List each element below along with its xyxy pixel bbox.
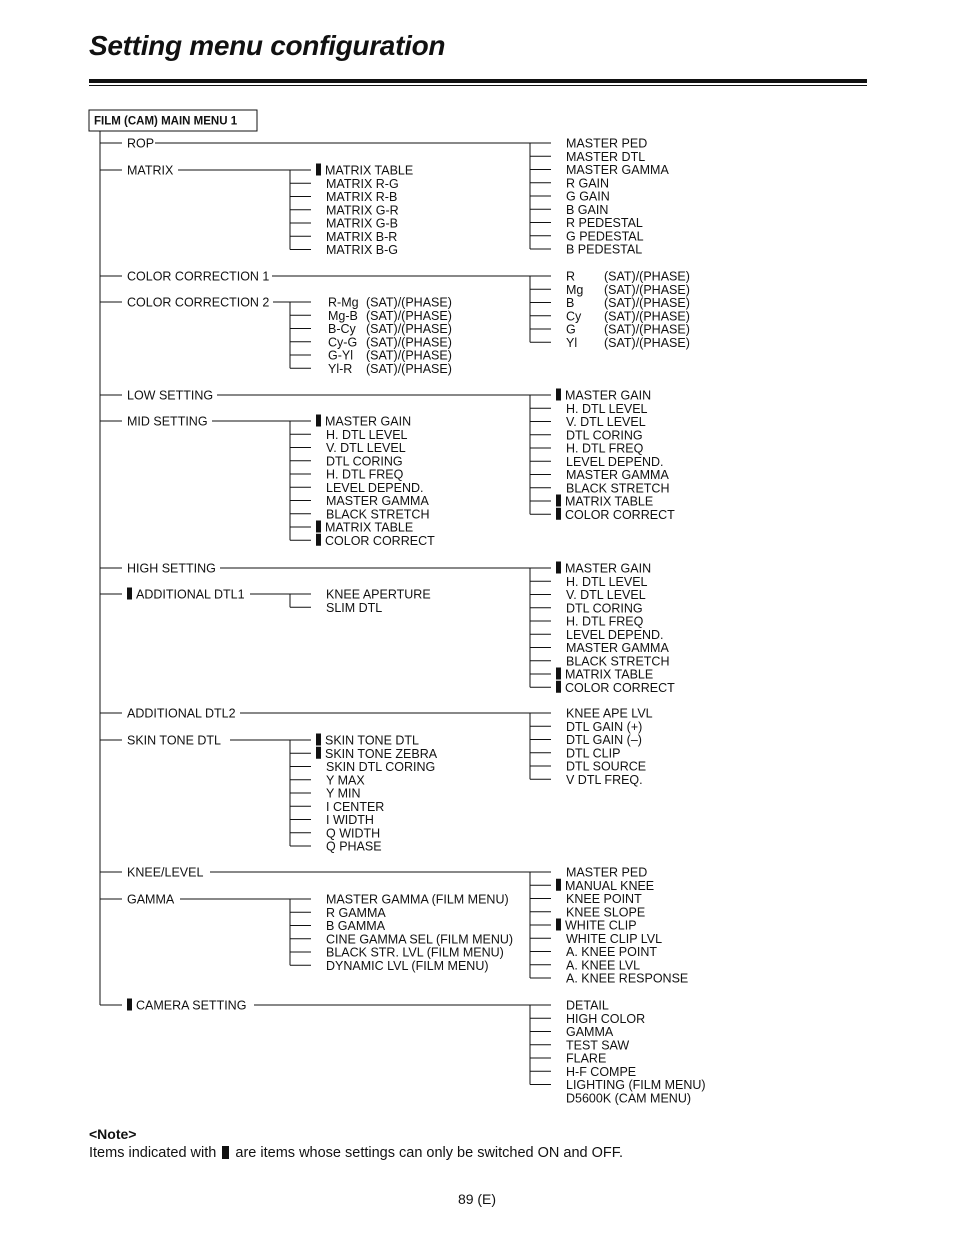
right-low-setting-level-depend: LEVEL DEPEND.	[566, 454, 664, 469]
right-rop-r-pedestal: R PEDESTAL	[566, 216, 643, 230]
on-off-marker-icon	[316, 534, 321, 546]
mid-mid-setting-h-dtl-freq: H. DTL FREQ	[326, 467, 404, 482]
right-high-setting-dtl-coring: DTL CORING	[566, 601, 643, 616]
main-item-rop: ROP	[127, 136, 155, 151]
mid-color-correction-2-yl-r: Yl-R	[328, 361, 353, 376]
right-color-correction-1-g: G	[566, 322, 576, 337]
mid-color-correction-2-cy-g: Cy-G	[328, 335, 358, 350]
right-knee-level-a-knee-lvl: A. KNEE LVL	[566, 958, 641, 973]
main-item-knee-level: KNEE/LEVEL	[127, 865, 204, 880]
right-additional-dtl2-knee-ape-lvl: KNEE APE LVL	[566, 706, 653, 721]
right-rop-r-gain: R GAIN	[566, 176, 610, 191]
right-rop-b-gain: B GAIN	[566, 202, 609, 217]
right-low-setting-master-gamma: MASTER GAMMA	[566, 468, 669, 482]
mid-mid-setting-color-correct: COLOR CORRECT	[325, 533, 435, 548]
on-off-marker-icon	[316, 415, 321, 427]
right-knee-level-knee-slope: KNEE SLOPE	[566, 905, 646, 920]
main-item-matrix: MATRIX	[127, 163, 174, 178]
right-knee-level-white-clip: WHITE CLIP	[565, 918, 637, 933]
right-high-setting-color-correct: COLOR CORRECT	[565, 680, 675, 695]
mid-mid-setting-level-depend: LEVEL DEPEND.	[326, 480, 424, 495]
mid-matrix-matrix-g-b: MATRIX G-B	[326, 216, 398, 231]
mid-matrix-matrix-r-b: MATRIX R-B	[326, 190, 398, 204]
right-rop-b-pedestal: B PEDESTAL	[566, 242, 643, 257]
right-rop-master-dtl: MASTER DTL	[566, 149, 646, 164]
right-knee-level-manual-knee: MANUAL KNEE	[565, 878, 655, 893]
right-additional-dtl2-dtl-clip: DTL CLIP	[566, 746, 621, 761]
mid-gamma-master-gamma-film-menu: MASTER GAMMA (FILM MENU)	[326, 892, 509, 907]
mid-gamma-black-str-lvl-film-menu: BLACK STR. LVL (FILM MENU)	[326, 945, 504, 960]
mid-mid-setting-dtl-coring: DTL CORING	[326, 454, 403, 469]
right-color-correction-1-yl: Yl	[566, 335, 578, 350]
right-high-setting-master-gamma: MASTER GAMMA	[566, 641, 669, 655]
on-off-marker-icon	[556, 919, 561, 931]
on-off-marker-icon	[222, 1146, 229, 1159]
mid-skin-tone-dtl-i-center: I CENTER	[326, 799, 385, 814]
mid-mid-setting-h-dtl-level: H. DTL LEVEL	[326, 427, 408, 442]
right-high-setting-v-dtl-level: V. DTL LEVEL	[566, 588, 646, 602]
mid-color-correction-2-yl-r-value: (SAT)/(PHASE)	[366, 361, 452, 376]
mid-matrix-matrix-table: MATRIX TABLE	[325, 163, 414, 178]
mid-mid-setting-v-dtl-level: V. DTL LEVEL	[326, 441, 406, 455]
mid-matrix-matrix-b-r: MATRIX B-R	[326, 229, 398, 244]
on-off-marker-icon	[127, 588, 132, 600]
on-off-marker-icon	[556, 668, 561, 680]
mid-gamma-cine-gamma-sel-film-menu: CINE GAMMA SEL (FILM MENU)	[326, 932, 514, 947]
mid-color-correction-2-b-cy-value: (SAT)/(PHASE)	[366, 322, 452, 336]
mid-matrix-matrix-g-r: MATRIX G-R	[326, 203, 399, 218]
note-title: <Note>	[89, 1126, 137, 1142]
right-knee-level-white-clip-lvl: WHITE CLIP LVL	[566, 931, 663, 946]
on-off-marker-icon	[316, 521, 321, 533]
right-camera-setting-detail: DETAIL	[566, 998, 609, 1013]
mid-matrix-matrix-r-g: MATRIX R-G	[326, 176, 399, 191]
main-item-additional-dtl2: ADDITIONAL DTL2	[127, 706, 236, 721]
mid-additional-dtl1-knee-aperture: KNEE APERTURE	[326, 587, 431, 602]
main-item-additional-dtl1: ADDITIONAL DTL1	[136, 587, 245, 602]
right-color-correction-1-r-value: (SAT)/(PHASE)	[604, 269, 690, 284]
right-high-setting-h-dtl-freq: H. DTL FREQ	[566, 614, 644, 629]
on-off-marker-icon	[316, 164, 321, 176]
right-camera-setting-h-f-compe: H-F COMPE	[566, 1064, 637, 1079]
on-off-marker-icon	[556, 562, 561, 574]
note-text	[89, 1145, 623, 1161]
right-high-setting-black-stretch: BLACK STRETCH	[566, 654, 670, 669]
right-color-correction-1-cy: Cy	[566, 309, 582, 324]
main-item-color-correction-2: COLOR CORRECTION 2	[127, 295, 270, 310]
mid-matrix-matrix-b-g: MATRIX B-G	[326, 243, 398, 257]
right-color-correction-1-yl-value: (SAT)/(PHASE)	[604, 335, 690, 350]
right-color-correction-1-b: B	[566, 296, 575, 310]
on-off-marker-icon	[127, 999, 132, 1011]
mid-color-correction-2-b-cy: B-Cy	[328, 322, 356, 336]
mid-skin-tone-dtl-q-width: Q WIDTH	[326, 826, 381, 841]
right-camera-setting-d5600k-cam-menu: D5600K (CAM MENU)	[566, 1091, 692, 1106]
main-item-camera-setting: CAMERA SETTING	[136, 998, 247, 1013]
mid-gamma-b-gamma: B GAMMA	[326, 919, 386, 933]
note-text-after: are items whose settings can only be switched ON and OFF.	[235, 1145, 624, 1161]
on-off-marker-icon	[556, 681, 561, 693]
menu-box-label: FILM (CAM) MAIN MENU 1	[94, 115, 238, 128]
right-camera-setting-test-saw: TEST SAW	[566, 1038, 630, 1053]
mid-skin-tone-dtl-skin-dtl-coring: SKIN DTL CORING	[326, 760, 436, 774]
mid-mid-setting-black-stretch: BLACK STRETCH	[326, 507, 430, 522]
right-rop-master-ped: MASTER PED	[566, 136, 648, 151]
right-camera-setting-lighting-film-menu: LIGHTING (FILM MENU)	[566, 1078, 706, 1092]
right-color-correction-1-g-value: (SAT)/(PHASE)	[604, 322, 690, 337]
mid-mid-setting-master-gain: MASTER GAIN	[325, 414, 412, 429]
mid-color-correction-2-r-mg-value: (SAT)/(PHASE)	[366, 295, 452, 310]
mid-color-correction-2-g-yl-value: (SAT)/(PHASE)	[366, 348, 452, 363]
right-high-setting-matrix-table: MATRIX TABLE	[565, 667, 654, 682]
mid-gamma-r-gamma: R GAMMA	[326, 905, 386, 920]
mid-color-correction-2-mg-b-value: (SAT)/(PHASE)	[366, 308, 452, 323]
mid-skin-tone-dtl-i-width: I WIDTH	[326, 813, 374, 827]
right-additional-dtl2-v-dtl-freq: V DTL FREQ.	[566, 772, 643, 787]
right-high-setting-level-depend: LEVEL DEPEND.	[566, 627, 664, 642]
mid-additional-dtl1-slim-dtl: SLIM DTL	[326, 600, 383, 615]
right-rop-master-gamma: MASTER GAMMA	[566, 163, 669, 177]
on-off-marker-icon	[556, 495, 561, 507]
mid-color-correction-2-g-yl: G-Yl	[328, 348, 353, 363]
right-rop-g-pedestal: G PEDESTAL	[566, 229, 644, 244]
right-low-setting-h-dtl-freq: H. DTL FREQ	[566, 441, 644, 456]
page-title: Setting menu configuration	[89, 30, 446, 61]
mid-skin-tone-dtl-skin-tone-zebra: SKIN TONE ZEBRA	[325, 746, 438, 761]
right-knee-level-master-ped: MASTER PED	[566, 865, 648, 880]
right-color-correction-1-mg: Mg	[566, 282, 584, 297]
mid-skin-tone-dtl-y-max: Y MAX	[326, 773, 365, 788]
main-item-high-setting: HIGH SETTING	[127, 561, 216, 576]
right-color-correction-1-cy-value: (SAT)/(PHASE)	[604, 309, 690, 324]
right-additional-dtl2-dtl-gain: DTL GAIN (+)	[566, 719, 643, 734]
right-additional-dtl2-dtl-gain: DTL GAIN (–)	[566, 733, 642, 747]
mid-mid-setting-master-gamma: MASTER GAMMA	[326, 494, 429, 508]
main-item-skin-tone-dtl: SKIN TONE DTL	[127, 733, 222, 748]
right-knee-level-knee-point: KNEE POINT	[566, 892, 642, 906]
right-low-setting-color-correct: COLOR CORRECT	[565, 507, 675, 522]
right-color-correction-1-r: R	[566, 269, 576, 284]
right-high-setting-h-dtl-level: H. DTL LEVEL	[566, 574, 648, 589]
mid-color-correction-2-cy-g-value: (SAT)/(PHASE)	[366, 335, 452, 350]
right-low-setting-master-gain: MASTER GAIN	[565, 388, 652, 403]
mid-gamma-dynamic-lvl-film-menu: DYNAMIC LVL (FILM MENU)	[326, 958, 489, 973]
main-item-low-setting: LOW SETTING	[127, 388, 214, 403]
right-camera-setting-gamma: GAMMA	[566, 1025, 614, 1039]
right-knee-level-a-knee-point: A. KNEE POINT	[566, 945, 657, 959]
on-off-marker-icon	[556, 879, 561, 891]
on-off-marker-icon	[316, 734, 321, 746]
right-camera-setting-high-color: HIGH COLOR	[566, 1011, 646, 1026]
mid-color-correction-2-r-mg: R-Mg	[328, 295, 359, 310]
main-item-color-correction-1: COLOR CORRECTION 1	[127, 269, 270, 284]
right-additional-dtl2-dtl-source: DTL SOURCE	[566, 759, 647, 774]
right-low-setting-dtl-coring: DTL CORING	[566, 428, 643, 443]
mid-skin-tone-dtl-skin-tone-dtl: SKIN TONE DTL	[325, 733, 420, 748]
mid-skin-tone-dtl-y-min: Y MIN	[326, 786, 361, 801]
note-text-before: Items indicated with	[89, 1145, 217, 1161]
right-high-setting-master-gain: MASTER GAIN	[565, 561, 652, 576]
right-rop-g-gain: G GAIN	[566, 189, 610, 204]
mid-mid-setting-matrix-table: MATRIX TABLE	[325, 520, 414, 535]
on-off-marker-icon	[556, 508, 561, 520]
main-item-gamma: GAMMA	[127, 892, 175, 907]
main-item-mid-setting: MID SETTING	[127, 414, 208, 429]
right-color-correction-1-mg-value: (SAT)/(PHASE)	[604, 282, 690, 297]
right-knee-level-a-knee-response: A. KNEE RESPONSE	[566, 971, 689, 986]
right-camera-setting-flare: FLARE	[566, 1051, 607, 1066]
on-off-marker-icon	[316, 747, 321, 759]
mid-color-correction-2-mg-b: Mg-B	[328, 308, 358, 323]
right-low-setting-matrix-table: MATRIX TABLE	[565, 494, 654, 509]
on-off-marker-icon	[556, 389, 561, 401]
page-number: 89 (E)	[457, 1191, 497, 1207]
right-low-setting-v-dtl-level: V. DTL LEVEL	[566, 415, 646, 429]
right-color-correction-1-b-value: (SAT)/(PHASE)	[604, 296, 690, 310]
mid-skin-tone-dtl-q-phase: Q PHASE	[326, 839, 382, 854]
right-low-setting-h-dtl-level: H. DTL LEVEL	[566, 401, 648, 416]
right-low-setting-black-stretch: BLACK STRETCH	[566, 481, 670, 496]
